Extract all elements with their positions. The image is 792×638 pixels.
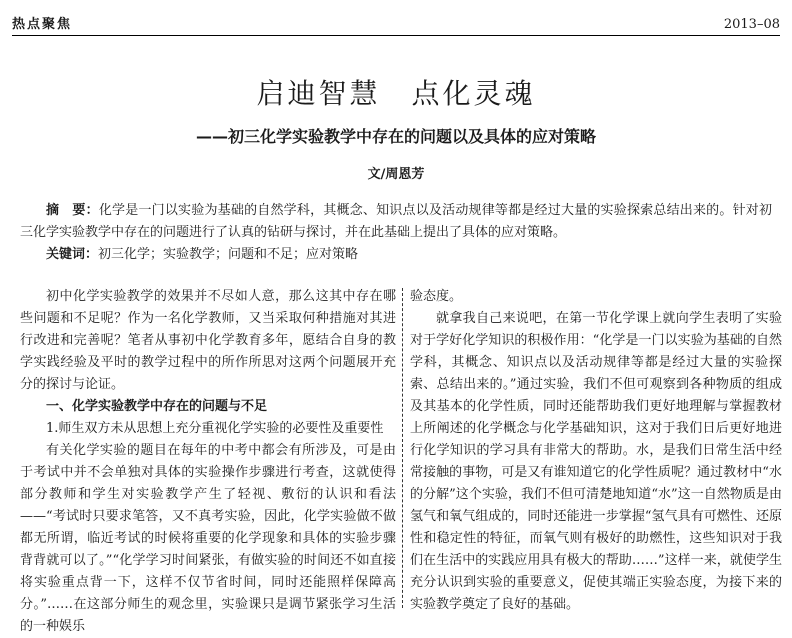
continuation-text: 验态度。	[410, 289, 463, 304]
running-header	[12, 13, 780, 32]
keywords-label: 关键词：	[46, 247, 99, 262]
issue-number: 2013–08	[723, 17, 780, 32]
column-divider	[402, 288, 403, 608]
subheading: 1.师生双方未从思想上充分重视化学实验的必要性及重要性	[46, 421, 384, 436]
body-paragraph: 就拿我自己来说吧，在第一节化学课上就向学生表明了实验对于学好化学知识的积极作用：“化学是一门以实验为基础的自然学科，其概念、知识点以及活动规律等都是经过大量的实验探索、总结出来的。”通过实验，我们不但可观察到各种物质的组成及其基本的化学性质，同时还能帮助我们更好地理解与掌握教材上所阐述的化学概念与化学基础知识，这对于我们日后更好地进行化学知识的学习具有非常大的帮助。水，是我们日常生活中经常接触的事物，可是又有谁知道它的化学性质呢？通过教材中“水的分解”这个实验，我们不但可清楚地知道“水”这一自然物质是由氢气和氧气组成的，同时还能进一步掌握“氢气具有可燃性、还原性和稳定性的特征，而氧气则有极好的助燃性，这些知识对于我们在生活中的实践应用具有极大的帮助……”这样一来，就使学生充分认识到实验的重要意义，促使其端正实验态度，为接下来的实验教学奠定了良好的基础。	[410, 311, 782, 612]
article-title: 启迪智慧 点化灵魂	[256, 77, 536, 110]
section-heading: 一、化学实验教学中存在的问题与不足	[46, 399, 268, 414]
article-subtitle: ——初三化学实验教学中存在的问题以及具体的应对策略	[195, 127, 596, 146]
article-author: 文/周恩芳	[367, 167, 425, 182]
abstract	[20, 200, 772, 244]
abstract-text: 化学是一门以实验为基础的自然学科，其概念、知识点以及活动规律等都是经过大量的实验探索总结出来的。针对初三化学实验教学中存在的问题进行了认真的钻研与探讨，并在此基础上提出了具体的应对策略。	[20, 203, 772, 240]
intro-paragraph: 初中化学实验教学的效果并不尽如人意，那么这其中存在哪些问题和不足呢？作为一名化学教师，又当采取何种措施对其进行改进和完善呢？笔者从事初中化学教育多年，愿结合自身的教学实践经验及平时的教学过程中的所作所思对这两个问题展开充分的探讨与论证。	[20, 289, 396, 392]
column-name: 热点聚焦	[12, 17, 73, 32]
body-paragraph: 有关化学实验的题目在每年的中考中都会有所涉及，可是由于考试中并不会单独对具体的实验操作步骤进行考查，这就使得部分教师和学生对实验教学产生了轻视、敷衍的认识和看法——“考试时只要求笔答，又不真考实验，因此，化学实验做不做都无所谓，临近考试的时候将重要的化学现象和具体的实验步骤背背就可以了。”“化学学习时间紧张，有做实验的时间还不如直接将实验重点背一下，这样不仅节省时间，同时还能照样保障高分。”……在这部分师生的观念里，实验课只是调节紧张学习生活的一种娱乐	[20, 443, 396, 634]
right-column	[410, 286, 782, 616]
keywords	[20, 244, 772, 266]
header-rule	[12, 35, 780, 36]
abstract-label: 摘 要：	[46, 203, 99, 218]
keywords-text: 初三化学；实验教学；问题和不足；应对策略	[98, 247, 359, 262]
left-column	[20, 286, 396, 638]
